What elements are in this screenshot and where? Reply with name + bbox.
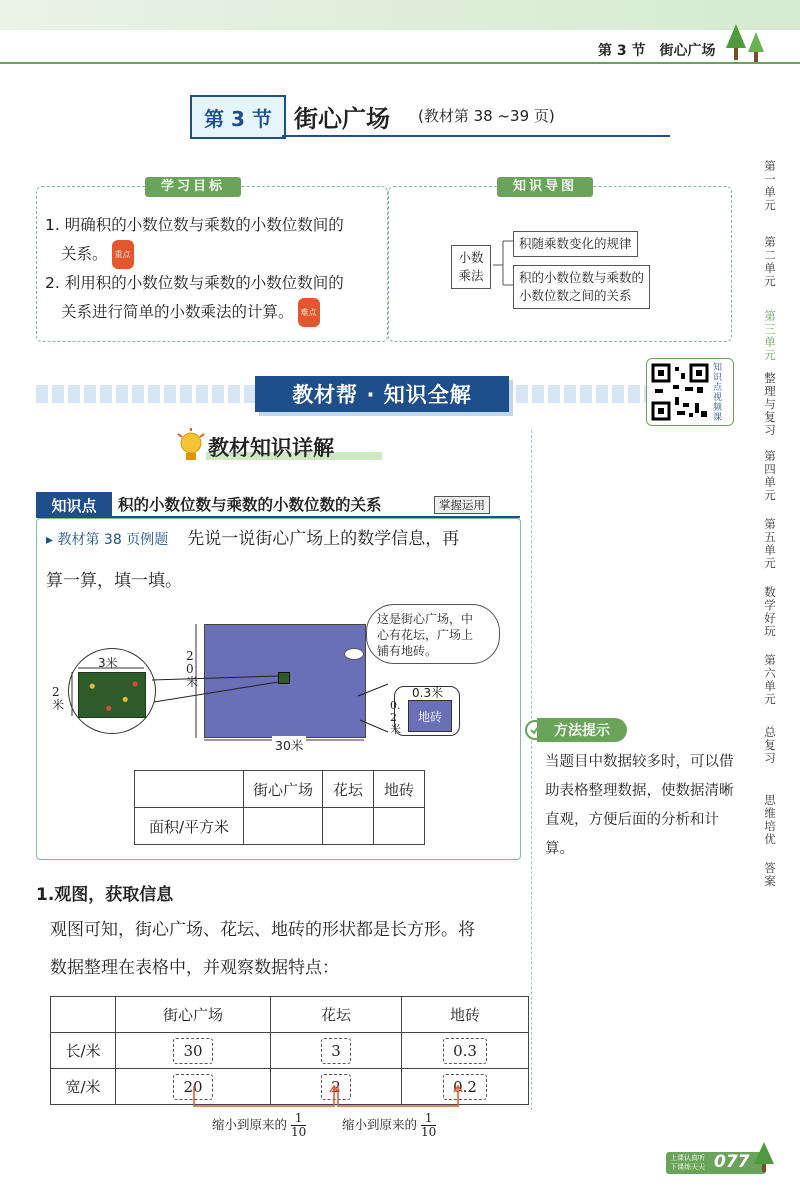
step-text-2: 数据整理在表格中，并观察数据特点： [50,958,339,978]
table-header: 街心广场 [116,997,271,1033]
row-label: 面积/平方米 [135,808,244,845]
example-reference: ▸ 教材第 38 页例题 [46,532,169,548]
footer-slogan-1: 上课认真听 [670,1154,705,1162]
width-value: 20 [173,1074,212,1100]
goal-2-line2: 关系进行简单的小数乘法的计算。 [61,303,294,321]
goals-panel [36,179,388,342]
side-tab-label: 第六单元 [764,653,776,706]
table-cell [116,1033,271,1069]
unit-tabs [748,160,788,920]
table-cell [402,1033,529,1069]
side-tab-answers[interactable] [754,862,786,888]
knowledge-point-label: 知识点 [36,492,112,518]
mindmap-branch-2: 积的小数位数与乘数的 小数位数之间的关系 [513,265,650,309]
side-tab-unit-5[interactable] [754,518,786,570]
side-tab-label: 第五单元 [764,517,776,570]
key-point-badge: 重点 [112,240,134,269]
goal-1-line2: 关系。 [61,245,108,263]
square-width: 30米 [272,736,306,754]
page-footer [666,1152,766,1174]
shrink-arrows [186,1084,466,1112]
goal-item [45,240,385,269]
shrink-note-1 [212,1112,306,1139]
side-tab-label: 第二单元 [764,235,776,288]
tip-title: 方法提示 [537,718,627,742]
difficult-point-badge: 难点 [298,298,320,327]
table-row [135,808,425,845]
side-tab-unit-1[interactable] [754,160,786,212]
side-tab-unit-3[interactable] [754,310,786,362]
section-title: 街心广场 [294,105,390,133]
mindmap-root: 小数 乘法 [451,245,491,289]
table-row [51,1033,529,1069]
lightbulb-icon [176,428,206,464]
shrink-text: 缩小到原来的 [212,1117,288,1132]
answer-cell[interactable] [244,808,323,845]
table-cell [51,997,116,1033]
mindmap-branch-1: 积随乘数变化的规律 [513,231,638,257]
subsection-title: 教材知识详解 [208,436,334,460]
square-height: 20米 [186,649,199,689]
footer-tree-icon [752,1140,776,1174]
length-value: 30 [173,1038,212,1064]
fraction-numerator: 1 [421,1112,436,1126]
step-heading: 1.观图，获取信息 [36,885,174,905]
shrink-note-2 [342,1112,436,1139]
side-tab-label: 总复习 [764,725,776,765]
tile-label: 地砖 [408,700,452,732]
qr-code-icon [651,363,709,421]
goal-item [45,211,385,240]
table-header: 地砖 [402,997,529,1033]
side-tab-thinking[interactable] [754,794,786,846]
square-dimension-lines [192,622,372,748]
flowerbed-dimension-lines [70,664,160,724]
length-value: 3 [321,1038,351,1064]
table-cell [135,771,244,808]
example-text [46,524,516,549]
tile-width: 0.3米 [412,686,444,700]
section-badge: 第 3 节 [190,95,286,139]
flowerbed-height: 2米 [52,685,65,712]
header-rule [0,62,800,64]
width-value: 0.2 [443,1074,487,1100]
shrink-text: 缩小到原来的 [342,1117,418,1132]
footer-slogan [670,1154,705,1172]
textbook-pages: (教材第 38 ~39 页) [418,107,555,125]
side-tab-label: 答案 [764,861,776,888]
fraction-denominator: 10 [421,1125,437,1139]
page-number: 077 [714,1152,750,1172]
fraction-numerator: 1 [291,1112,306,1126]
length-value: 0.3 [443,1038,487,1064]
table-cell [271,1033,402,1069]
side-tab-unit-2[interactable] [754,236,786,288]
side-tab-label: 第四单元 [764,449,776,502]
footer-slogan-2: 下课练天天 [670,1163,705,1171]
answer-cell[interactable] [323,808,374,845]
area-table [134,770,425,845]
step-text-1: 观图可知，街心广场、花坛、地砖的形状都是长方形。将 [50,920,475,940]
running-header: 第 3 节 街心广场 [598,43,716,59]
width-value: 2 [321,1074,351,1100]
side-tab-final-review[interactable] [754,726,786,765]
side-tab-label: 第一单元 [764,159,776,212]
title-underline [282,135,670,137]
knowledge-point-title: 积的小数位数与乘数的小数位数的关系 [118,496,382,514]
section-banner: 教材帮 · 知识全解 [255,376,509,412]
column-divider [531,430,532,1110]
fraction [291,1112,306,1139]
side-tab-review[interactable] [754,372,786,437]
table-header: 地砖 [374,771,425,808]
fraction-denominator: 10 [291,1125,307,1139]
example-line-2: 算一算，填一填。 [46,571,182,591]
side-tab-math-fun[interactable] [754,586,786,638]
goal-1-line1: 1. 明确积的小数位数与乘数的小数位数间的 [45,216,344,234]
top-strip [0,0,800,30]
goal-item [45,298,385,327]
mindmap-panel [388,179,732,342]
table-header: 街心广场 [244,771,323,808]
side-tab-label: 数学好玩 [764,585,776,638]
page-title [190,95,580,135]
goal-item [45,269,385,298]
table-header: 花坛 [323,771,374,808]
example-line-1: 先说一说街心广场上的数学信息，再 [187,529,460,549]
row-label: 长/米 [51,1033,116,1069]
tip-text: 当题目中数据较多时，可以借助表格整理数据，使数据清晰直观，方便后面的分析和计算。 [545,754,734,857]
side-tab-label: 思维培优 [764,793,776,846]
table-header-row [51,997,529,1033]
speech-bubble: 这是街心广场，中 心有花坛，广场上 铺有地砖。 [366,604,500,664]
qr-label: 知识点视频课 [713,363,723,423]
side-tab-label: 第三单元 [764,309,776,362]
table-header-row [135,771,425,808]
goals-tab: 学习目标 [145,177,241,197]
answer-cell[interactable] [374,808,425,845]
flowerbed-width: 3米 [98,656,118,670]
tree-icon [724,22,768,64]
side-tab-label: 整理与复习 [764,371,776,437]
qr-card[interactable] [646,358,734,426]
goals-list [45,211,385,327]
table-header: 花坛 [271,997,402,1033]
mindmap-tab: 知识导图 [497,177,593,197]
fraction [421,1112,436,1139]
side-tab-unit-4[interactable] [754,450,786,502]
mastery-tag: 掌握运用 [434,496,490,514]
row-label: 宽/米 [51,1069,116,1105]
side-tab-unit-6[interactable] [754,654,786,706]
bubble-tail [344,648,364,660]
tile-height: 0.2米 [390,699,401,736]
goal-2-line1: 2. 利用积的小数位数与乘数的小数位数间的 [45,274,344,292]
